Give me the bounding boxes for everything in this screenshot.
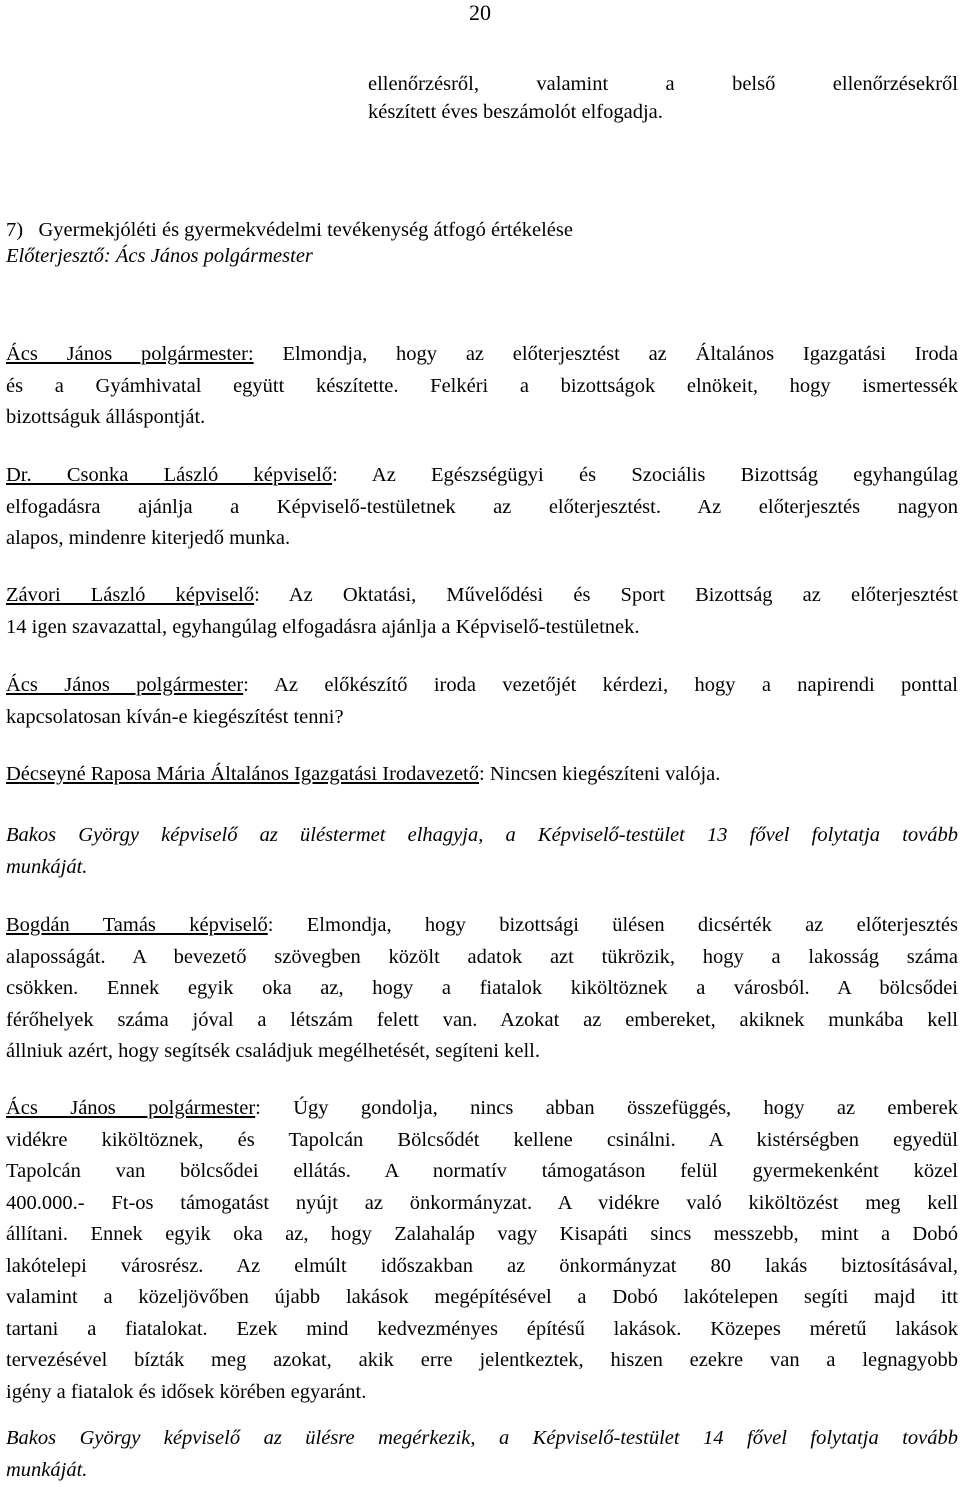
speaker-name: Décseyné Raposa Mária Általános Igazgatási Irodavezető: [6, 763, 480, 785]
paragraph-acs-2: [6, 670, 958, 733]
paragraph-line: igény a fiatalok és idősek körében egyaránt.: [6, 1380, 367, 1403]
note-line: Bakos György képviselő az üléstermet elhagyja, a Képviselő-testület 13 fővel folytatja tovább: [6, 824, 958, 846]
paragraph-line: Tapolcán van bölcsődei ellátás. A normatív támogatáson felül gyermekenként közel: [6, 1160, 958, 1182]
speaker-name: Dr. Csonka László képviselő: [6, 464, 333, 486]
speaker-name: Ács János polgármester:: [6, 343, 254, 365]
note-bakos-arrives: [6, 1423, 958, 1486]
paragraph-line: valamint a közeljövőben újabb lakások megépítésével a Dobó lakótelepen segíti majd itt: [6, 1286, 958, 1308]
paragraph-decseyne: [6, 759, 958, 791]
paragraph-line: és a Gyámhivatal együtt készítette. Felkéri a bizottságok elnökeit, hogy ismertessék: [6, 374, 958, 397]
speaker-name: Bogdán Tamás képviselő: [6, 914, 268, 936]
paragraph-line: lakótelepi városrész. Az elmúlt időszakban az önkormányzat 80 lakás biztosításával,: [6, 1254, 958, 1277]
paragraph-line: állniuk azért, hogy segítsék családjuk megélhetését, segíteni kell.: [6, 1040, 540, 1062]
paragraph-line: bizottságuk álláspontját.: [6, 406, 206, 428]
intro-line-2: készített éves beszámolót elfogadja.: [368, 101, 663, 123]
speaker-name: Ács János polgármester: [6, 674, 244, 696]
note-line: munkáját.: [6, 855, 88, 878]
paragraph-line: vidékre kiköltöznek, és Tapolcán Bölcsődét kellene csinálni. A kistérségben egyedül: [6, 1128, 958, 1151]
paragraph-line: 14 igen szavazattal, egyhangúlag elfogadásra ajánlja a Képviselő-testületnek.: [6, 615, 640, 638]
speaker-name: Závori László képviselő: [6, 584, 255, 606]
paragraph-bogdan: [6, 910, 958, 1068]
note-line: Bakos György képviselő az ülésre megérkezik, a Képviselő-testület 14 fővel folytatja tovább: [6, 1427, 958, 1449]
paragraph-csonka: [6, 460, 958, 555]
paragraph-line: Ács János polgármester: Az előkészítő iroda vezetőjét kérdezi, hogy a napirendi ponttal: [6, 674, 958, 696]
paragraph-line: kapcsolatosan kíván-e kiegészítést tenni?: [6, 705, 344, 728]
page-number: 20: [469, 0, 491, 25]
intro-continuation: [368, 70, 958, 126]
paragraph-line: Ács János polgármester: Elmondja, hogy az előterjesztést az Általános Igazgatási Iroda: [6, 343, 958, 365]
paragraph-line: tervezésével bízták meg azokat, akik erre jelentkeztek, hiszen ezekre van a legnagyobb: [6, 1349, 958, 1371]
agenda-item-title: 7) Gyermekjóléti és gyermekvédelmi tevékenység átfogó értékelése: [6, 219, 573, 241]
paragraph-line: alaposságát. A bevezető szövegben közölt adatok azt tükrözik, hogy a lakosság száma: [6, 945, 958, 968]
paragraph-acs-3: [6, 1093, 958, 1408]
paragraph-line: alapos, mindenre kiterjedő munka.: [6, 527, 291, 549]
paragraph-line: Dr. Csonka László képviselő: Az Egészségügyi és Szociális Bizottság egyhangúlag: [6, 464, 958, 486]
paragraph-line: állítani. Ennek egyik oka az, hogy Zalahaláp vagy Kisapáti sincs messzebb, mint a Dobó: [6, 1223, 958, 1245]
paragraph-line: Závori László képviselő: Az Oktatási, Művelődési és Sport Bizottság az előterjesztést: [6, 584, 959, 606]
paragraph-line: férőhelyek száma jóval a létszám felett van. Azokat az embereket, akiknek munkába kell: [6, 1008, 958, 1031]
paragraph-line: Décseyné Raposa Mária Általános Igazgatási Irodavezető: Nincsen kiegészíteni valója.: [6, 763, 721, 785]
note-line: munkáját.: [6, 1458, 88, 1481]
paragraph-acs-1: [6, 339, 958, 434]
paragraph-line: tartani a fiatalokat. Ezek mind kedvezményes építésű lakások. Közepes méretű lakások: [6, 1317, 958, 1340]
paragraph-line: 400.000.- Ft-os támogatást nyújt az önkormányzat. A vidékre való kiköltözést meg kell: [6, 1191, 958, 1214]
paragraph-line: Ács János polgármester: Úgy gondolja, nincs abban összefüggés, hogy az emberek: [6, 1097, 958, 1119]
intro-line-1: ellenőrzésről, valamint a belső ellenőrzésekről: [368, 73, 958, 95]
paragraph-line: csökken. Ennek egyik oka az, hogy a fiatalok kiköltöznek a városból. A bölcsődei: [6, 977, 958, 999]
agenda-item-presenter: Előterjesztő: Ács János polgármester: [6, 244, 313, 267]
note-bakos-leaves: [6, 820, 958, 883]
paragraph-line: Bogdán Tamás képviselő: Elmondja, hogy bizottsági ülésen dicsérték az előterjesztés: [6, 914, 958, 936]
paragraph-line: elfogadásra ajánlja a Képviselő-testületnek az előterjesztést. Az előterjesztés nagyon: [6, 495, 958, 518]
agenda-item-heading: [6, 215, 958, 272]
speaker-name: Ács János polgármester: [6, 1097, 256, 1119]
paragraph-zavori: [6, 580, 958, 643]
